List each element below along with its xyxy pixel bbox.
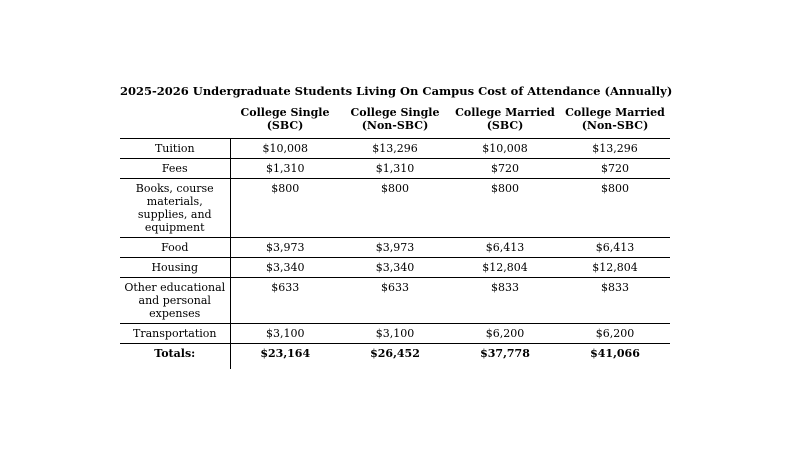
cell-value: $13,296 xyxy=(340,139,450,159)
header-line-2: (SBC) xyxy=(266,119,304,132)
row-label: Tuition xyxy=(120,139,230,159)
cell-value: $3,340 xyxy=(340,258,450,278)
cell-value: $3,973 xyxy=(340,238,450,258)
table-row-other-expenses xyxy=(120,278,670,324)
table-title: 2025-2026 Undergraduate Students Living On Campus Cost of Attendance (Annually) xyxy=(120,84,673,98)
header-line-1: College Married xyxy=(565,106,665,119)
row-label: Other educational and personal expenses xyxy=(120,278,230,324)
table-row-food xyxy=(120,238,670,258)
totals-label: Totals: xyxy=(120,344,230,370)
cost-table xyxy=(120,102,670,369)
cell-value: $13,296 xyxy=(560,139,670,159)
cell-value: $10,008 xyxy=(450,139,560,159)
row-label: Fees xyxy=(120,159,230,179)
cell-value: $720 xyxy=(560,159,670,179)
cell-value: $12,804 xyxy=(560,258,670,278)
table-row-housing xyxy=(120,258,670,278)
row-label: Housing xyxy=(120,258,230,278)
table-header xyxy=(120,102,670,139)
cell-value: $633 xyxy=(230,278,340,324)
header-college-married-non-sbc xyxy=(560,102,670,139)
cell-value: $633 xyxy=(340,278,450,324)
cell-value: $3,340 xyxy=(230,258,340,278)
table-row-transportation xyxy=(120,324,670,344)
cell-value: $800 xyxy=(340,179,450,238)
header-line-1: College Single xyxy=(240,106,330,119)
row-label: Transportation xyxy=(120,324,230,344)
cell-value: $800 xyxy=(450,179,560,238)
header-college-single-sbc xyxy=(230,102,340,139)
cell-value: $3,973 xyxy=(230,238,340,258)
row-label: Food xyxy=(120,238,230,258)
cell-value: $3,100 xyxy=(230,324,340,344)
cell-value: $10,008 xyxy=(230,139,340,159)
cell-value: $6,413 xyxy=(560,238,670,258)
total-value: $37,778 xyxy=(450,344,560,370)
header-line-1: College Married xyxy=(455,106,555,119)
table-row-fees xyxy=(120,159,670,179)
cell-value: $3,100 xyxy=(340,324,450,344)
header-line-2: (Non-SBC) xyxy=(581,119,649,132)
cell-value: $720 xyxy=(450,159,560,179)
total-value: $23,164 xyxy=(230,344,340,370)
cell-value: $6,200 xyxy=(560,324,670,344)
table-row-tuition xyxy=(120,139,670,159)
cell-value: $833 xyxy=(450,278,560,324)
header-line-2: (Non-SBC) xyxy=(361,119,429,132)
total-value: $26,452 xyxy=(340,344,450,370)
header-line-1: College Single xyxy=(350,106,440,119)
header-college-single-non-sbc xyxy=(340,102,450,139)
cell-value: $1,310 xyxy=(340,159,450,179)
table-row-books xyxy=(120,179,670,238)
header-row xyxy=(120,102,670,139)
cell-value: $6,413 xyxy=(450,238,560,258)
total-value: $41,066 xyxy=(560,344,670,370)
cell-value: $833 xyxy=(560,278,670,324)
table-body xyxy=(120,139,670,370)
cell-value: $800 xyxy=(560,179,670,238)
cost-of-attendance-document xyxy=(120,82,673,369)
row-label: Books, course materials, supplies, and equipment xyxy=(120,179,230,238)
cell-value: $800 xyxy=(230,179,340,238)
header-line-2: (SBC) xyxy=(486,119,524,132)
header-blank xyxy=(120,102,230,139)
table-row-totals xyxy=(120,344,670,370)
cell-value: $1,310 xyxy=(230,159,340,179)
cell-value: $6,200 xyxy=(450,324,560,344)
header-college-married-sbc xyxy=(450,102,560,139)
cell-value: $12,804 xyxy=(450,258,560,278)
